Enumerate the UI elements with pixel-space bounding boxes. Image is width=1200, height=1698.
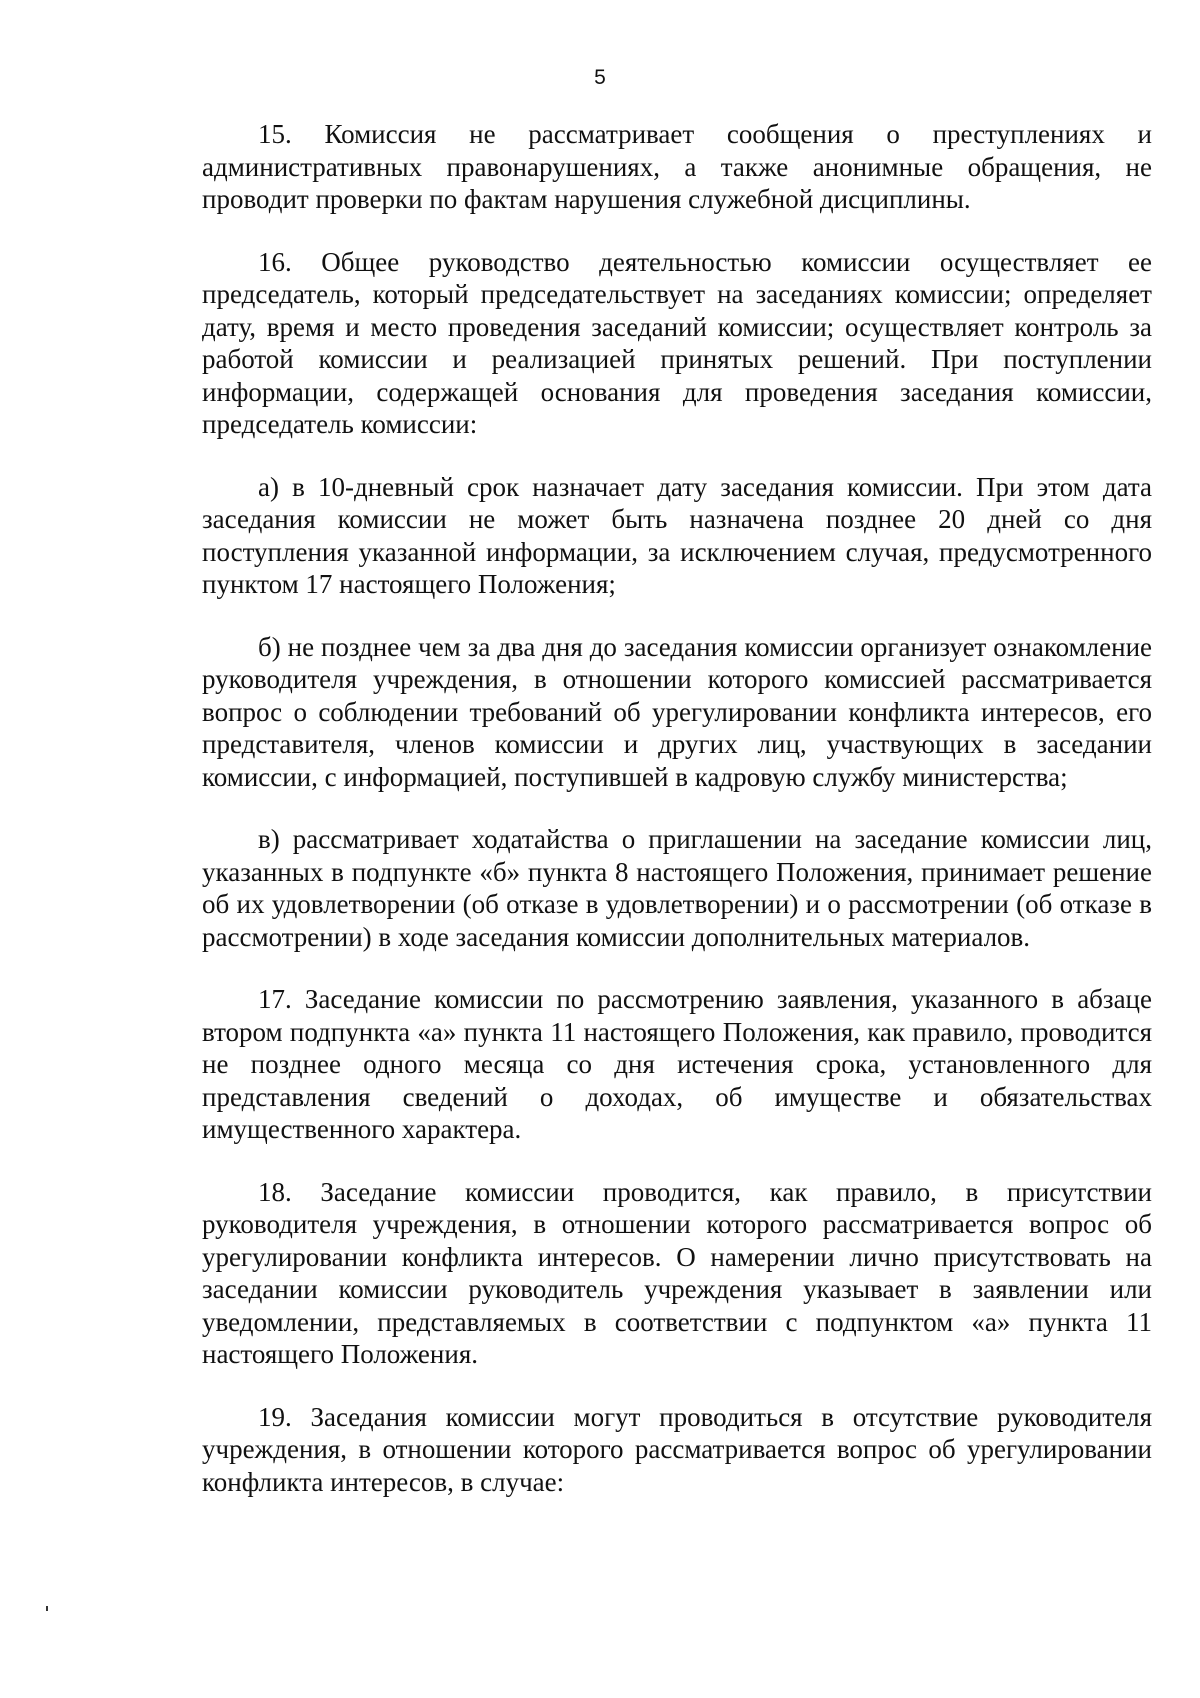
paragraph-16-v: в) рассматривает ходатайства о приглашении на заседание комиссии лиц, указанных в подпункте «б» пункта 8 настоящего Положения, принимает решение об их удовлетворении (об отказе в удовлетворении) и о рассмотрении (об отказе в рассмотрении) в ходе заседания комиссии дополнительных материалов. [202,824,1152,952]
scan-speck [46,1606,48,1611]
paragraph-16-b: б) не позднее чем за два дня до заседания комиссии организует ознакомление руководителя учреждения, в отношении которого комиссией рассматривается вопрос о соблюдении требований об урегулировании конфликта интересов, его представителя, членов комиссии и других лиц, участвующих в заседании комиссии, с информацией, поступившей в кадровую службу министерства; [202,631,1152,792]
page-number: 5 [594,66,606,89]
document-body [202,118,1152,1528]
paragraph-19: 19. Заседания комиссии могут проводиться в отсутствие руководителя учреждения, в отношении которого рассматривается вопрос об урегулировании конфликта интересов, в случае: [202,1401,1152,1497]
paragraph-15: 15. Комиссия не рассматривает сообщения о преступлениях и административных правонарушениях, а также анонимные обращения, не проводит проверки по фактам нарушения служебной дисциплины. [202,119,1152,214]
paragraph-16: 16. Общее руководство деятельностью комиссии осуществляет ее председатель, который председательствует на заседаниях комиссии; определяет дату, время и место проведения заседаний комиссии; осуществляет контроль за работой комиссии и реализацией принятых решений. При поступлении информации, содержащей основания для проведения заседания комиссии, председатель комиссии: [202,246,1152,439]
paragraph-16-a: а) в 10-дневный срок назначает дату заседания комиссии. При этом дата заседания комиссии не может быть назначена позднее 20 дней со дня поступления указанной информации, за исключением случая, предусмотренного пунктом 17 настоящего Положения; [202,471,1152,599]
paragraph-18: 18. Заседание комиссии проводится, как правило, в присутствии руководителя учреждения, в отношении которого рассматривается вопрос об урегулировании конфликта интересов. О намерении лично присутствовать на заседании комиссии руководитель учреждения указывает в заявлении или уведомлении, представляемых в соответствии с подпунктом «а» пункта 11 настоящего Положения. [202,1176,1152,1369]
paragraph-17: 17. Заседание комиссии по рассмотрению заявления, указанного в абзаце втором подпункта «а» пункта 11 настоящего Положения, как правило, проводится не позднее одного месяца со дня истечения срока, установленного для представления сведений о доходах, об имуществе и обязательствах имущественного характера. [202,984,1152,1144]
